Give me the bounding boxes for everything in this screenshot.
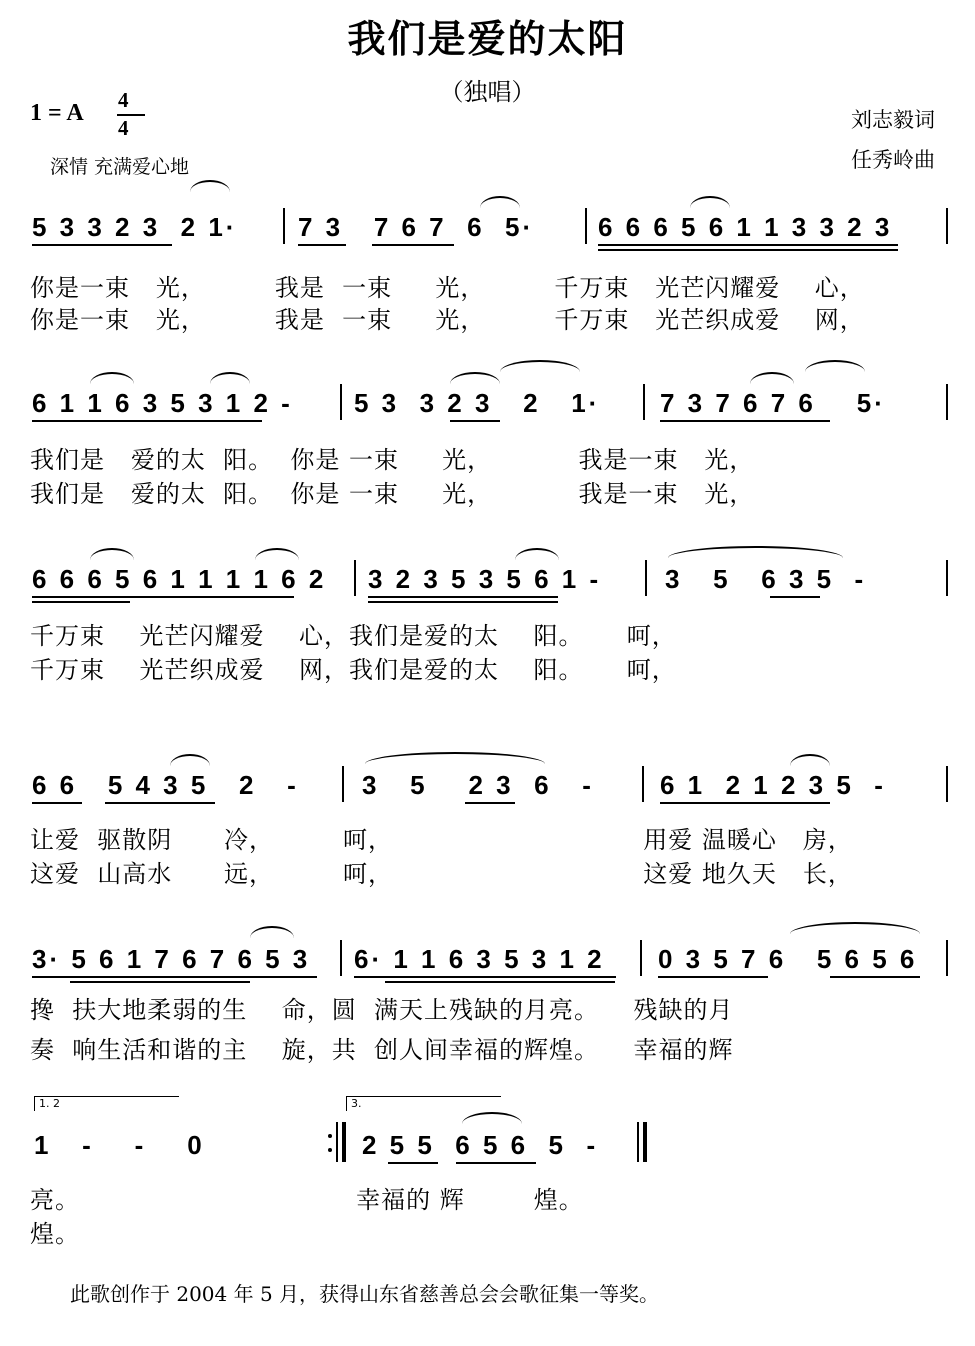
measure-notes: 3 2 3 5 3 5 6 1 - <box>368 564 602 594</box>
underline-beam <box>32 244 172 246</box>
measure-notes: 6 6 6 5 6 1 1 1 1 6 2 <box>32 564 327 594</box>
lyrics-verse-2: 你是一束 光， 我是 一束 光， 千万束 光芒织成爱 网， <box>30 306 865 334</box>
footnote: 此歌创作于 2004 年 5 月，获得山东省慈善总会会歌征集一等奖。 <box>70 1282 660 1306</box>
measure-notes: 6 6 6 5 6 1 1 3 3 2 3 <box>598 212 893 242</box>
measure-notes: 3 5 6 3 5 - <box>665 564 867 594</box>
underline-beam <box>32 976 317 978</box>
measure-notes: 3 5 2 3 6 - <box>362 770 594 800</box>
underline-beam <box>32 420 262 422</box>
measure-notes: 6 6 5 4 3 5 2 - <box>32 770 299 800</box>
slur <box>690 196 730 208</box>
measure-notes: 6 1 1 6 3 5 3 1 2 - <box>32 388 293 418</box>
composer-credit: 任秀岭曲 <box>851 148 935 172</box>
measure-notes: 0 3 5 7 6 5 6 5 6 <box>658 944 918 974</box>
measure-notes: 5 3 3 2 3 2 1· <box>354 388 601 418</box>
lyrics-verse-1: 千万束 光芒闪耀爱 心，我们是爱的太 阳。 呵， <box>30 622 677 650</box>
lyrics-verse-1: 亮。 幸福的 辉 煌。 <box>30 1186 584 1214</box>
underline-beam <box>32 802 82 804</box>
underline-beam <box>32 601 130 603</box>
bar-line <box>340 940 342 976</box>
underline-beam <box>658 976 768 978</box>
lyrics-verse-1: 我们是 爱的太 阳。 你是 一束 光， 我是一束 光， <box>30 446 755 474</box>
slur <box>365 752 545 764</box>
underline-beam <box>660 802 830 804</box>
measure-notes: 5 3 3 2 3 2 1· <box>32 212 238 242</box>
bar-line <box>340 384 342 420</box>
measure-notes: 7 3 7 6 7 6 5· <box>298 212 535 242</box>
lyrics-verse-2: 这爱 山高水 远， 呵， 这爱 地久天 长， <box>30 860 853 888</box>
underline-beam <box>368 596 558 598</box>
repeat-dot <box>328 1148 332 1152</box>
underline-beam <box>770 596 820 598</box>
underline-beam <box>388 1162 438 1164</box>
repeat-bar-line <box>336 1122 338 1162</box>
underline-beam <box>385 981 615 983</box>
final-bar-line <box>637 1122 639 1162</box>
tempo-marking: 深情 充满爱心地 <box>50 156 190 178</box>
slur <box>668 546 843 558</box>
final-bar-line-thick <box>643 1122 647 1162</box>
slur <box>190 180 230 192</box>
bar-line <box>946 940 948 976</box>
volta-bracket-3: 3. <box>346 1096 501 1111</box>
measure-notes: 2 5 5 6 5 6 5 - <box>362 1130 599 1160</box>
slur <box>750 372 794 384</box>
repeat-bar-line-thick <box>342 1122 346 1162</box>
slur <box>450 372 500 384</box>
underline-beam <box>368 601 558 603</box>
lyrics-verse-2: 千万束 光芒织成爱 网，我们是爱的太 阳。 呵， <box>30 656 677 684</box>
bar-line <box>643 384 645 420</box>
bar-line <box>354 560 356 596</box>
key-signature: 1 = A <box>30 100 84 126</box>
lyrics-verse-1: 搀 扶大地柔弱的生 命，圆 满天上残缺的月亮。 残缺的月 <box>30 996 734 1024</box>
underline-beam <box>456 1162 536 1164</box>
slur <box>500 360 580 372</box>
lyrics-verse-1: 让爱 驱散阴 冷， 呵， 用爱 温暖心 房， <box>30 826 853 854</box>
bar-line <box>642 766 644 802</box>
underline-beam <box>105 802 215 804</box>
bar-line <box>645 560 647 596</box>
bar-line <box>946 208 948 244</box>
bar-line <box>342 766 344 802</box>
slur <box>250 926 294 938</box>
lyrics-verse-2: 我们是 爱的太 阳。 你是 一束 光， 我是一束 光， <box>30 480 755 508</box>
underline-beam <box>372 244 454 246</box>
slur <box>480 196 520 208</box>
slur <box>210 372 250 384</box>
repeat-dot <box>328 1134 332 1138</box>
song-subtitle: （独唱） <box>439 78 536 106</box>
lyrics-verse-2: 煌。 <box>30 1220 80 1248</box>
slur <box>790 922 920 934</box>
underline-beam <box>660 420 830 422</box>
underline-beam <box>598 244 898 246</box>
underline-beam <box>450 420 500 422</box>
bar-line <box>946 766 948 802</box>
slur <box>790 754 830 766</box>
measure-notes: 6 1 2 1 2 3 5 - <box>660 770 886 800</box>
time-signature-bottom: 4 <box>118 116 129 140</box>
volta-bracket-1-2: 1. 2 <box>34 1096 179 1111</box>
bar-line <box>946 384 948 420</box>
underline-beam <box>830 976 920 978</box>
slur <box>170 754 210 766</box>
bar-line <box>283 208 285 244</box>
underline-beam <box>32 596 294 598</box>
underline-beam <box>354 976 616 978</box>
underline-beam <box>70 981 250 983</box>
time-signature-top: 4 <box>118 88 129 112</box>
song-title: 我们是爱的太阳 <box>347 16 628 61</box>
slur <box>805 360 865 372</box>
measure-notes: 1 - - 0 <box>34 1130 205 1160</box>
slur <box>515 548 559 560</box>
underline-beam <box>298 244 346 246</box>
slur <box>255 548 299 560</box>
measure-notes: 7 3 7 6 7 6 5· <box>660 388 886 418</box>
slur <box>90 372 134 384</box>
slur <box>462 1112 522 1124</box>
lyricist-credit: 刘志毅词 <box>851 108 935 132</box>
measure-notes: 6· 1 1 6 3 5 3 1 2 <box>354 944 605 974</box>
measure-notes: 3· 5 6 1 7 6 7 6 5 3 <box>32 944 311 974</box>
lyrics-verse-1: 你是一束 光， 我是 一束 光， 千万束 光芒闪耀爱 心， <box>30 274 865 302</box>
underline-beam <box>465 802 515 804</box>
underline-beam <box>598 249 898 251</box>
bar-line <box>640 940 642 976</box>
slur <box>90 548 134 560</box>
lyrics-verse-2: 奏 响生活和谐的主 旋，共 创人间幸福的辉煌。 幸福的辉 <box>30 1036 734 1064</box>
bar-line <box>946 560 948 596</box>
bar-line <box>585 208 587 244</box>
